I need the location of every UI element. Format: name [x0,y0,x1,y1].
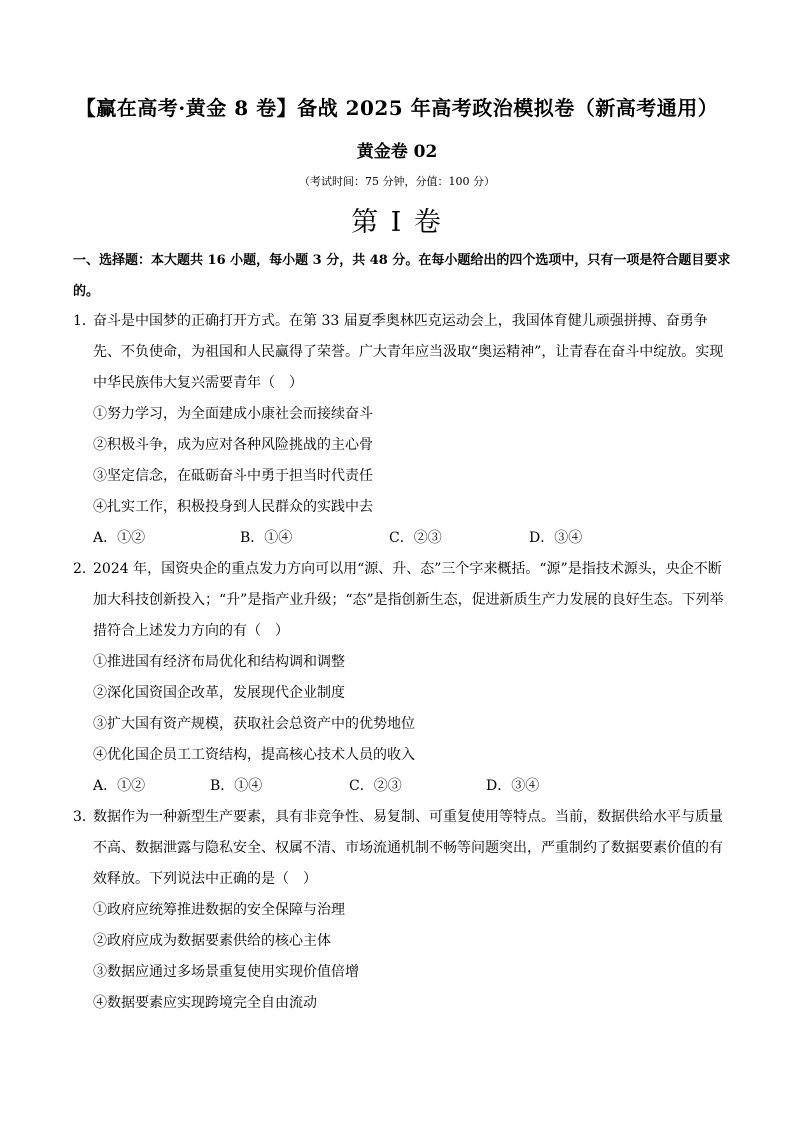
choice-c: C．②③ [389,530,442,546]
choice-c: C．②③ [349,778,402,794]
question-3 [73,802,733,1019]
option-3: ③扩大国有资产规模，获取社会总资产中的优势地位 [93,716,415,732]
question-number: 3． [73,809,96,825]
option-4: ④优化国企员工工资结构，提高核心技术人员的收入 [93,747,415,763]
choice-a: A．①② [93,778,146,794]
question-number: 2． [73,561,96,577]
exam-time-score-info: （考试时间：75 分钟，分值：100 分） [299,175,495,188]
volume-title: 第 I 卷 [351,207,443,238]
question-text: 奋斗是中国梦的正确打开方式。在第 33 届夏季奥林匹克运动会上，我国体育健儿顽强拼搏、奋勇争先、不负使命，为祖国和人民赢得了荣誉。广大青年应当汲取“奥运精神”，让青春在奋斗中绽放。实现中华民族伟大复兴需要青年（ ） [93,313,724,391]
choice-a: A．①② [93,530,146,546]
question-stem [73,802,733,895]
choice-d: D．③④ [486,778,540,794]
question-stem [73,554,733,647]
option-2: ②深化国资国企改革，发展现代企业制度 [93,685,345,701]
question-stem [73,306,733,399]
option-3: ③坚定信念，在砥砺奋斗中勇于担当时代责任 [93,468,373,484]
question-text: 数据作为一种新型生产要素，具有非竞争性、易复制、可重复使用等特点。当前，数据供给水平与质量不高、数据泄露与隐私安全、权属不清、市场流通机制不畅等问题突出，严重制约了数据要素价值的有效释放。下列说法中正确的是（ ） [93,809,723,887]
question-text: 2024 年，国资央企的重点发力方向可以用“源、升、态”三个字来概括。“源”是指技术源头，央企不断加大科技创新投入；“升”是指产业升级；“态”是指创新生态，促进新质生产力发展的良好生态。下列举措符合上述发力方向的有（ ） [93,561,724,639]
section-instructions: 一、选择题：本大题共 16 小题，每小题 3 分，共 48 分。在每小题给出的四个选项中，只有一项是符合题目要求的。 [73,253,731,299]
question-1 [73,306,733,554]
option-4: ④扎实工作，积极投身到人民群众的实践中去 [93,499,373,515]
option-1: ①推进国有经济布局优化和结构调和调整 [93,654,345,670]
option-2: ②积极斗争，成为应对各种风险挑战的主心骨 [93,437,373,453]
choice-b: B．①④ [210,778,263,794]
exam-title: 【赢在高考·黄金 8 卷】备战 2025 年高考政治模拟卷（新高考通用） [75,96,719,120]
option-2: ②政府应成为数据要素供给的核心主体 [93,933,331,949]
answer-choices [73,771,733,802]
option-4: ④数据要素应实现跨境完全自由流动 [93,995,317,1011]
answer-choices [73,523,733,554]
question-2 [73,554,733,802]
paper-subtitle: 黄金卷 02 [356,142,438,162]
option-3: ③数据应通过多场景重复使用实现价值倍增 [93,964,359,980]
choice-d: D．③④ [529,530,583,546]
option-1: ①努力学习，为全面建成小康社会而接续奋斗 [93,406,373,422]
choice-b: B．①④ [240,530,293,546]
question-number: 1． [73,313,96,329]
option-1: ①政府应统筹推进数据的安全保障与治理 [93,902,345,918]
